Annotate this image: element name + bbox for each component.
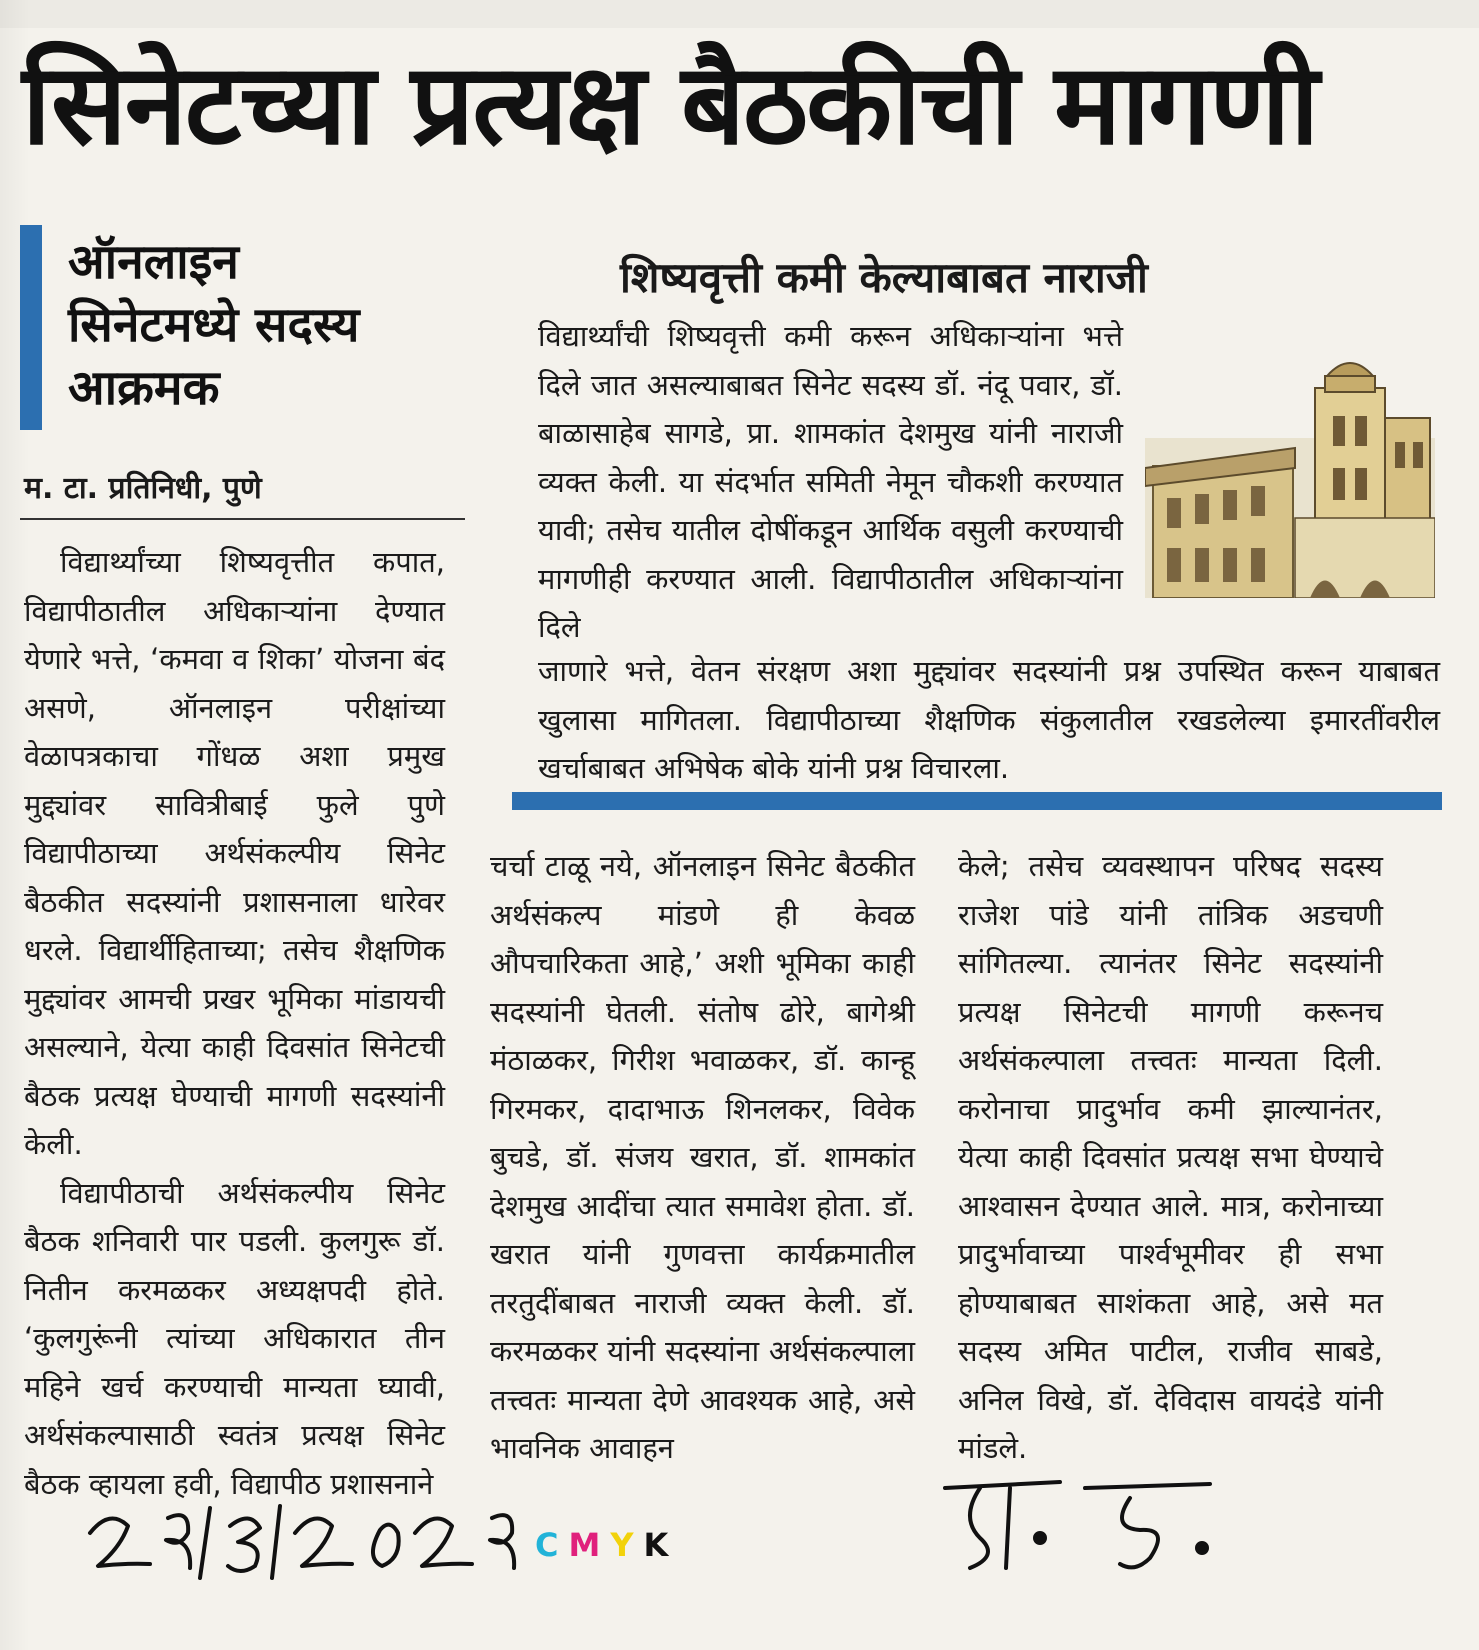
handwritten-date xyxy=(80,1478,540,1588)
article-paragraph: चर्चा टाळू नये, ऑनलाइन सिनेट बैठकीत अर्थसंकल्प मांडणे ही केवळ औपचारिकता आहे,’ अशी भूमिका काही सदस्यांनी घेतली. संतोष ढोरे, बागेश्री मंठाळकर, गिरीश भवाळकर, डॉ. कान्हू गिरमकर, दादाभाऊ शिनलकर, विवेक बुचडे, डॉ. संजय खरात, डॉ. शामकांत देशमुख आदींचा त्यात समावेश होता. डॉ. खरात यांनी गुणवत्ता कार्यक्रमातील तरतुदींबाबत नाराजी व्यक्त केली. डॉ. करमळकर यांनी सदस्यांना अर्थसंकल्पाला तत्त्वतः मान्यता देणे आवश्यक आहे, असे भावनिक आवाहन xyxy=(490,849,915,1465)
box-heading: शिष्यवृत्ती कमी केल्याबाबत नाराजी xyxy=(620,253,1148,302)
subheadline-line: आक्रमक xyxy=(68,360,220,416)
cmyk-registration-mark xyxy=(535,1526,678,1564)
clipping-top-edge xyxy=(0,0,1479,28)
university-building-illustration xyxy=(1145,358,1435,598)
subheadline-line: ऑनलाइन xyxy=(68,234,239,290)
subheadline-accent-bar xyxy=(20,225,42,430)
article-paragraph: विद्यार्थ्यांच्या शिष्यवृत्तीत कपात, विद्यापीठातील अधिकाऱ्यांना देण्यात येणारे भत्ते, ‘कमवा व शिका’ योजना बंद असणे, ऑनलाइन परीक्षांच्या वेळापत्रकाचा गोंधळ अशा प्रमुख मुद्द्यांवर सावित्रीबाई फुले पुणे विद्यापीठाच्या अर्थसंकल्पीय सिनेट बैठकीत सदस्यांनी प्रशासनाला धारेवर धरले. विद्यार्थीहिताच्या; तसेच शैक्षणिक मुद्द्यांवर आमची प्रखर भूमिका मांडायची असल्याने, येत्या काही दिवसांत सिनेटची बैठक प्रत्यक्ष घेण्याची मागणी सदस्यांनी केली. xyxy=(24,545,445,1161)
handwritten-source-mark xyxy=(940,1468,1240,1588)
subheadline xyxy=(68,231,359,420)
article-paragraph: केले; तसेच व्यवस्थापन परिषद सदस्य राजेश पांडे यांनी तांत्रिक अडचणी सांगितल्या. त्यानंतर सिनेट सदस्यांनी प्रत्यक्ष सिनेटची मागणी करूनच अर्थसंकल्पाला तत्त्वतः मान्यता दिली. करोनाचा प्रादुर्भाव कमी झाल्यानंतर, येत्या काही दिवसांत प्रत्यक्ष सभा घेण्याचे आश्वासन देण्यात आले. मात्र, करोनाच्या प्रादुर्भावाच्या पार्श्वभूमीवर ही सभा होण्याबाबत साशंकता आहे, असे मत सदस्य अमित पाटील, राजीव साबडे, अनिल विखे, डॉ. देविदास वायदंडे यांनी मांडले. xyxy=(958,849,1383,1465)
article-column-2 xyxy=(490,842,915,1473)
box-paragraph: विद्यार्थ्यांची शिष्यवृत्ती कमी करून अधिकाऱ्यांना भत्ते दिले जात असल्याबाबत सिनेट सदस्य डॉ. नंदू पवार, डॉ. बाळासाहेब सागडे, प्रा. शामकांत देशमुख यांनी नाराजी व्यक्त केली. या संदर्भात समिती नेमून चौकशी करण्यात यावी; तसेच यातील दोषींकडून आर्थिक वसुली करण्याची मागणीही करण्यात आली. विद्यापीठातील अधिकाऱ्यांना दिले xyxy=(538,319,1123,644)
byline: म. टा. प्रतिनिधी, पुणे xyxy=(24,471,262,506)
article-paragraph: विद्यापीठाची अर्थसंकल्पीय सिनेट बैठक शनिवारी पार पडली. कुलगुरू डॉ. नितीन करमळकर अध्यक्षपदी होते. ‘कुलगुरूंनी त्यांच्या अधिकारात तीन महिने खर्च करण्याची मान्यता घ्यावी, अर्थसंकल्पासाठी स्वतंत्र प्रत्यक्ष सिनेट बैठक व्हायला हवी, विद्यापीठ प्रशासनाने xyxy=(24,1175,445,1501)
cmyk-letter-c: C xyxy=(535,1526,569,1564)
article-column-1 xyxy=(24,538,445,1508)
cmyk-letter-m: M xyxy=(568,1526,611,1564)
box-paragraph-continued: जाणारे भत्ते, वेतन संरक्षण अशा मुद्द्यांवर सदस्यांनी प्रश्न उपस्थित करून याबाबत खुलासा मागितला. विद्यापीठाच्या शैक्षणिक संकुलातील रखडलेल्या इमारतींवरील खर्चाबाबत अभिषेक बोके यांनी प्रश्न विचारला. xyxy=(538,654,1440,785)
cmyk-letter-y: Y xyxy=(610,1526,644,1564)
byline-divider xyxy=(20,518,465,520)
article-column-3 xyxy=(958,842,1383,1473)
subheadline-block xyxy=(20,225,450,430)
subheadline-line: सिनेटमध्ये सदस्य xyxy=(68,297,360,353)
cmyk-letter-k: K xyxy=(643,1526,679,1564)
headline: सिनेटच्या प्रत्यक्ष बैठकीची मागणी xyxy=(22,40,1318,170)
box-bottom-rule xyxy=(512,792,1442,810)
